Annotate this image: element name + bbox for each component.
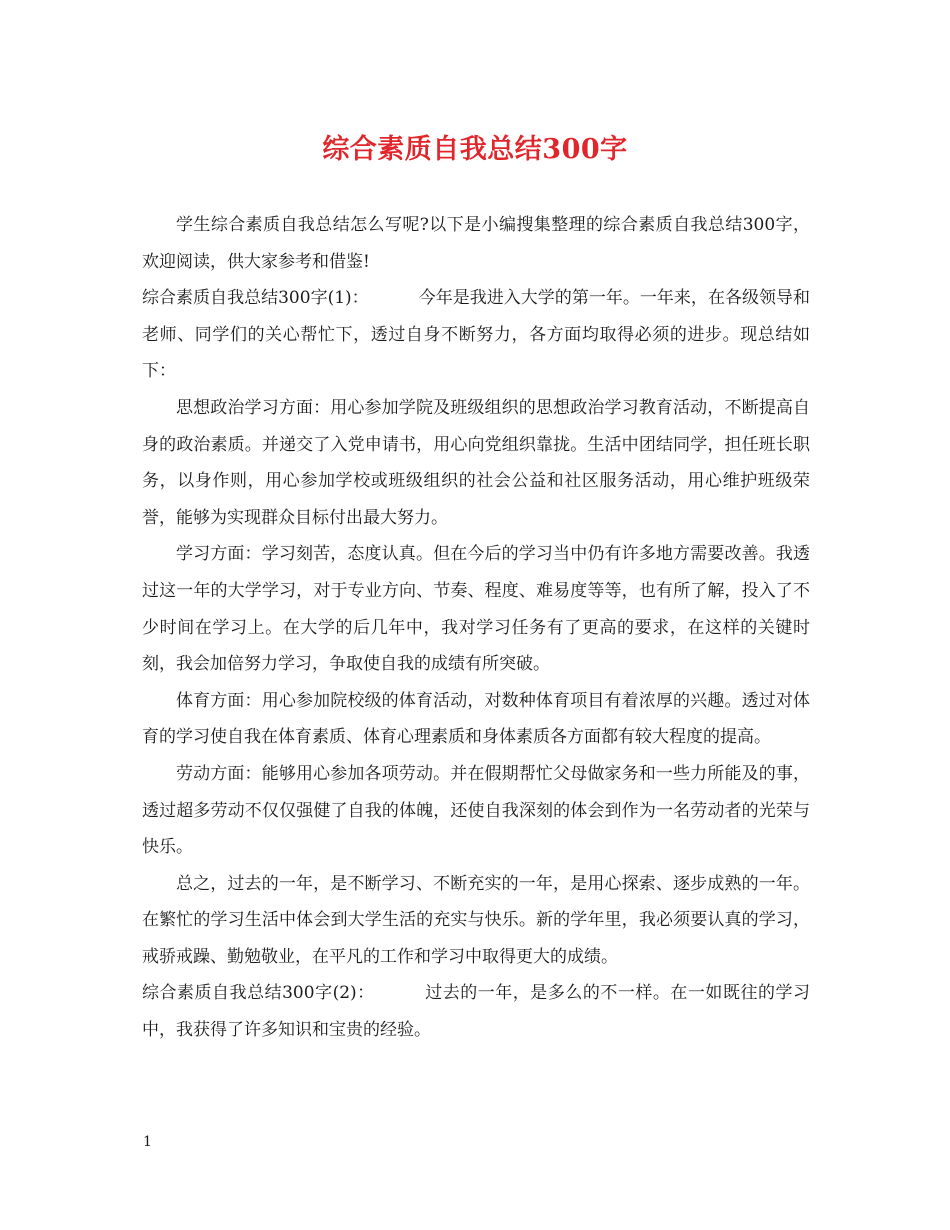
intro-paragraph: 学生综合素质自我总结怎么写呢?以下是小编搜集整理的综合素质自我总结300字，欢迎阅读，供大家参考和借鉴! (142, 215, 810, 272)
summary-paragraph: 总之，过去的一年，是不断学习、不断充实的一年，是用心探索、逐步成熟的一年。在繁忙的学习生活中体会到大学生活的充实与快乐。新的学年里，我必须要认真的学习，戒骄戒躁、勤勉敬业，在平凡的工作和学习中取得更大的成绩。 (142, 873, 810, 967)
study-paragraph: 学习方面：学习刻苦，态度认真。但在今后的学习当中仍有许多地方需要改善。我透过这一年的大学学习，对于专业方向、节奏、程度、难易度等等，也有所了解，投入了不少时间在学习上。在大学的后几年中，我对学习任务有了更高的要求，在这样的关键时刻，我会加倍努力学习，争取使自我的成绩有所突破。 (142, 544, 810, 675)
page-title: 综合素质自我总结300字 (322, 134, 628, 165)
section-1-heading: 综合素质自我总结300字(1)： (142, 288, 369, 309)
section-2-heading: 综合素质自我总结300字(2)： (142, 983, 375, 1004)
section-1-paragraph (142, 280, 810, 390)
page-number: 1 (143, 1134, 152, 1150)
sports-paragraph: 体育方面：用心参加院校级的体育活动，对数种体育项目有着浓厚的兴趣。透过对体育的学习使自我在体育素质、体育心理素质和身体素质各方面都有较大程度的提高。 (142, 690, 810, 748)
labor-paragraph: 劳动方面：能够用心参加各项劳动。并在假期帮忙父母做家务和一些力所能及的事，透过超多劳动不仅仅强健了自我的体魄，还使自我深刻的体会到作为一名劳动者的光荣与快乐。 (142, 763, 810, 858)
section-1-opening: 今年是我进入大学的第一年。一年来，在各级领导和老师、同学们的关心帮忙下，透过自身不断努力，各方面均取得必须的进步。现总结如下： (142, 288, 811, 382)
section-2-paragraph (142, 975, 810, 1048)
document-body (142, 207, 810, 1049)
section-2-opening: 过去的一年，是多么的不一样。在一如既往的学习中，我获得了许多知识和宝贵的经验。 (142, 983, 811, 1041)
politics-paragraph: 思想政治学习方面：用心参加学院及班级组织的思想政治学习教育活动，不断提高自身的政治素质。并递交了入党申请书，用心向党组织靠拢。生活中团结同学，担任班长职务，以身作则，用心参加学校或班级组织的社会公益和社区服务活动，用心维护班级荣誉，能够为实现群众目标付出最大努力。 (142, 397, 810, 528)
